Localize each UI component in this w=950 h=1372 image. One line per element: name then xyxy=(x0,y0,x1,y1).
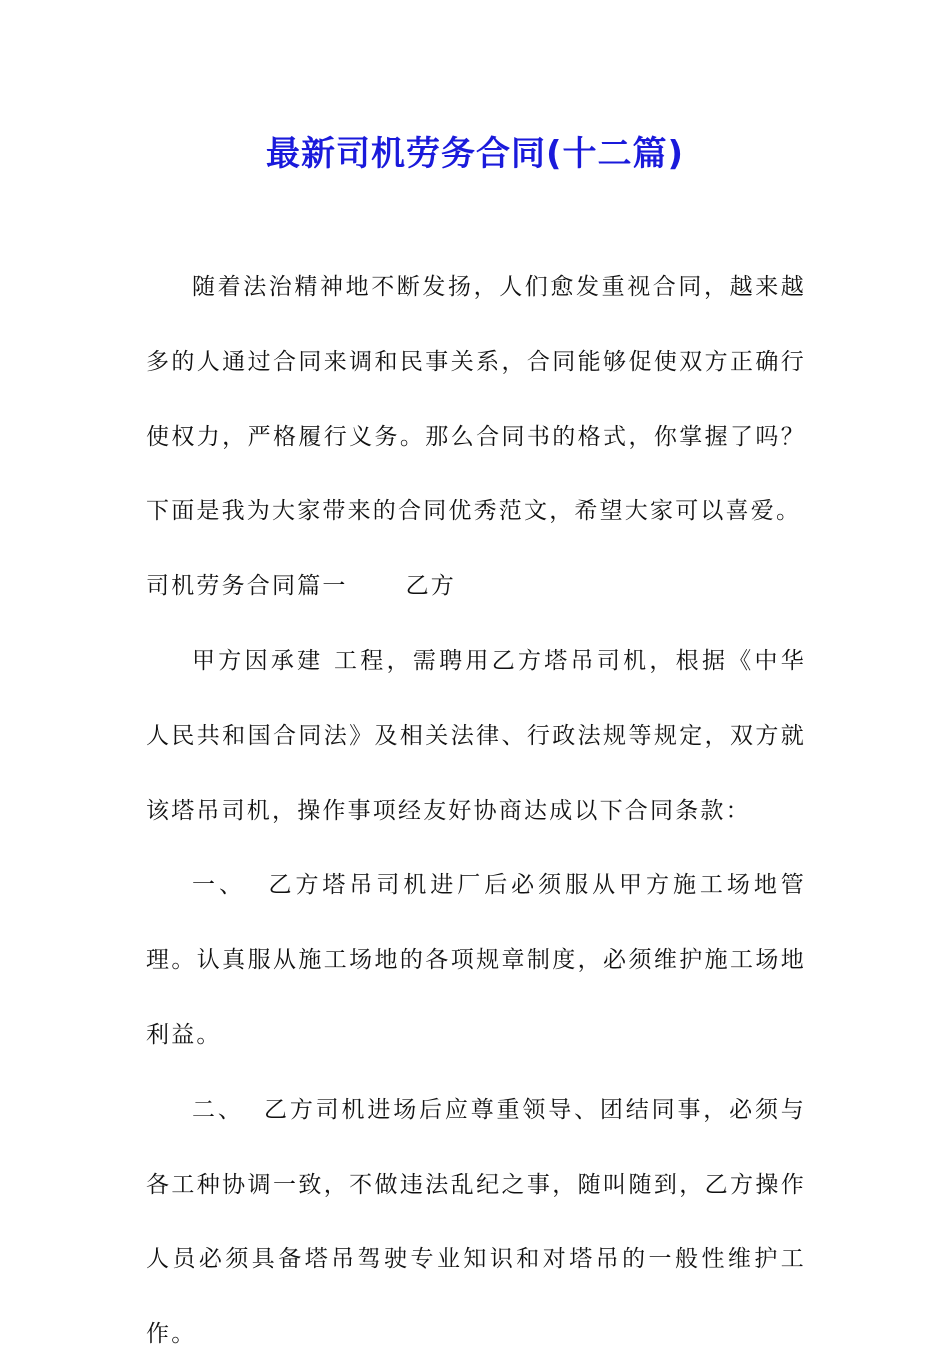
clause-2-paragraph xyxy=(146,1073,806,1372)
section-heading xyxy=(146,549,806,624)
clause-1-paragraph xyxy=(146,848,806,1072)
clause-1-number: 一、 xyxy=(192,872,246,899)
clause-intro-paragraph: 甲方因承建 工程，需聘用乙方塔吊司机，根据《中华人民共和国合同法》及相关法律、行政法规等规定，双方就该塔吊司机，操作事项经友好协商达成以下合同条款： xyxy=(146,647,806,824)
document-body xyxy=(146,250,806,1372)
section-party: 乙方 xyxy=(405,573,457,600)
clause-gap xyxy=(246,872,269,898)
document-title: 最新司机劳务合同(十二篇) xyxy=(265,134,685,174)
clause-2-number: 二、 xyxy=(192,1096,244,1123)
intro-paragraph: 随着法治精神地不断发扬，人们愈发重视合同，越来越多的人通过合同来调和民事关系，合同能够促使双方正确行使权力，严格履行义务。那么合同书的格式，你掌握了吗？下面是我为大家带来的合同优秀范文，希望大家可以喜爱。 xyxy=(146,274,806,525)
clause-2-text: 乙方司机进场后应尊重领导、团结同事，必须与各工种协调一致，不做违法乱纪之事，随叫随到，乙方操作人员必须具备塔吊驾驶专业知识和对塔吊的一般性维护工作。 xyxy=(146,1096,806,1348)
section-title: 司机劳务合同篇一 xyxy=(146,573,348,600)
clause-gap xyxy=(244,1097,264,1123)
clause-1-text: 乙方塔吊司机进厂后必须服从甲方施工场地管理。认真服从施工场地的各项规章制度，必须维护施工场地利益。 xyxy=(146,872,807,1048)
